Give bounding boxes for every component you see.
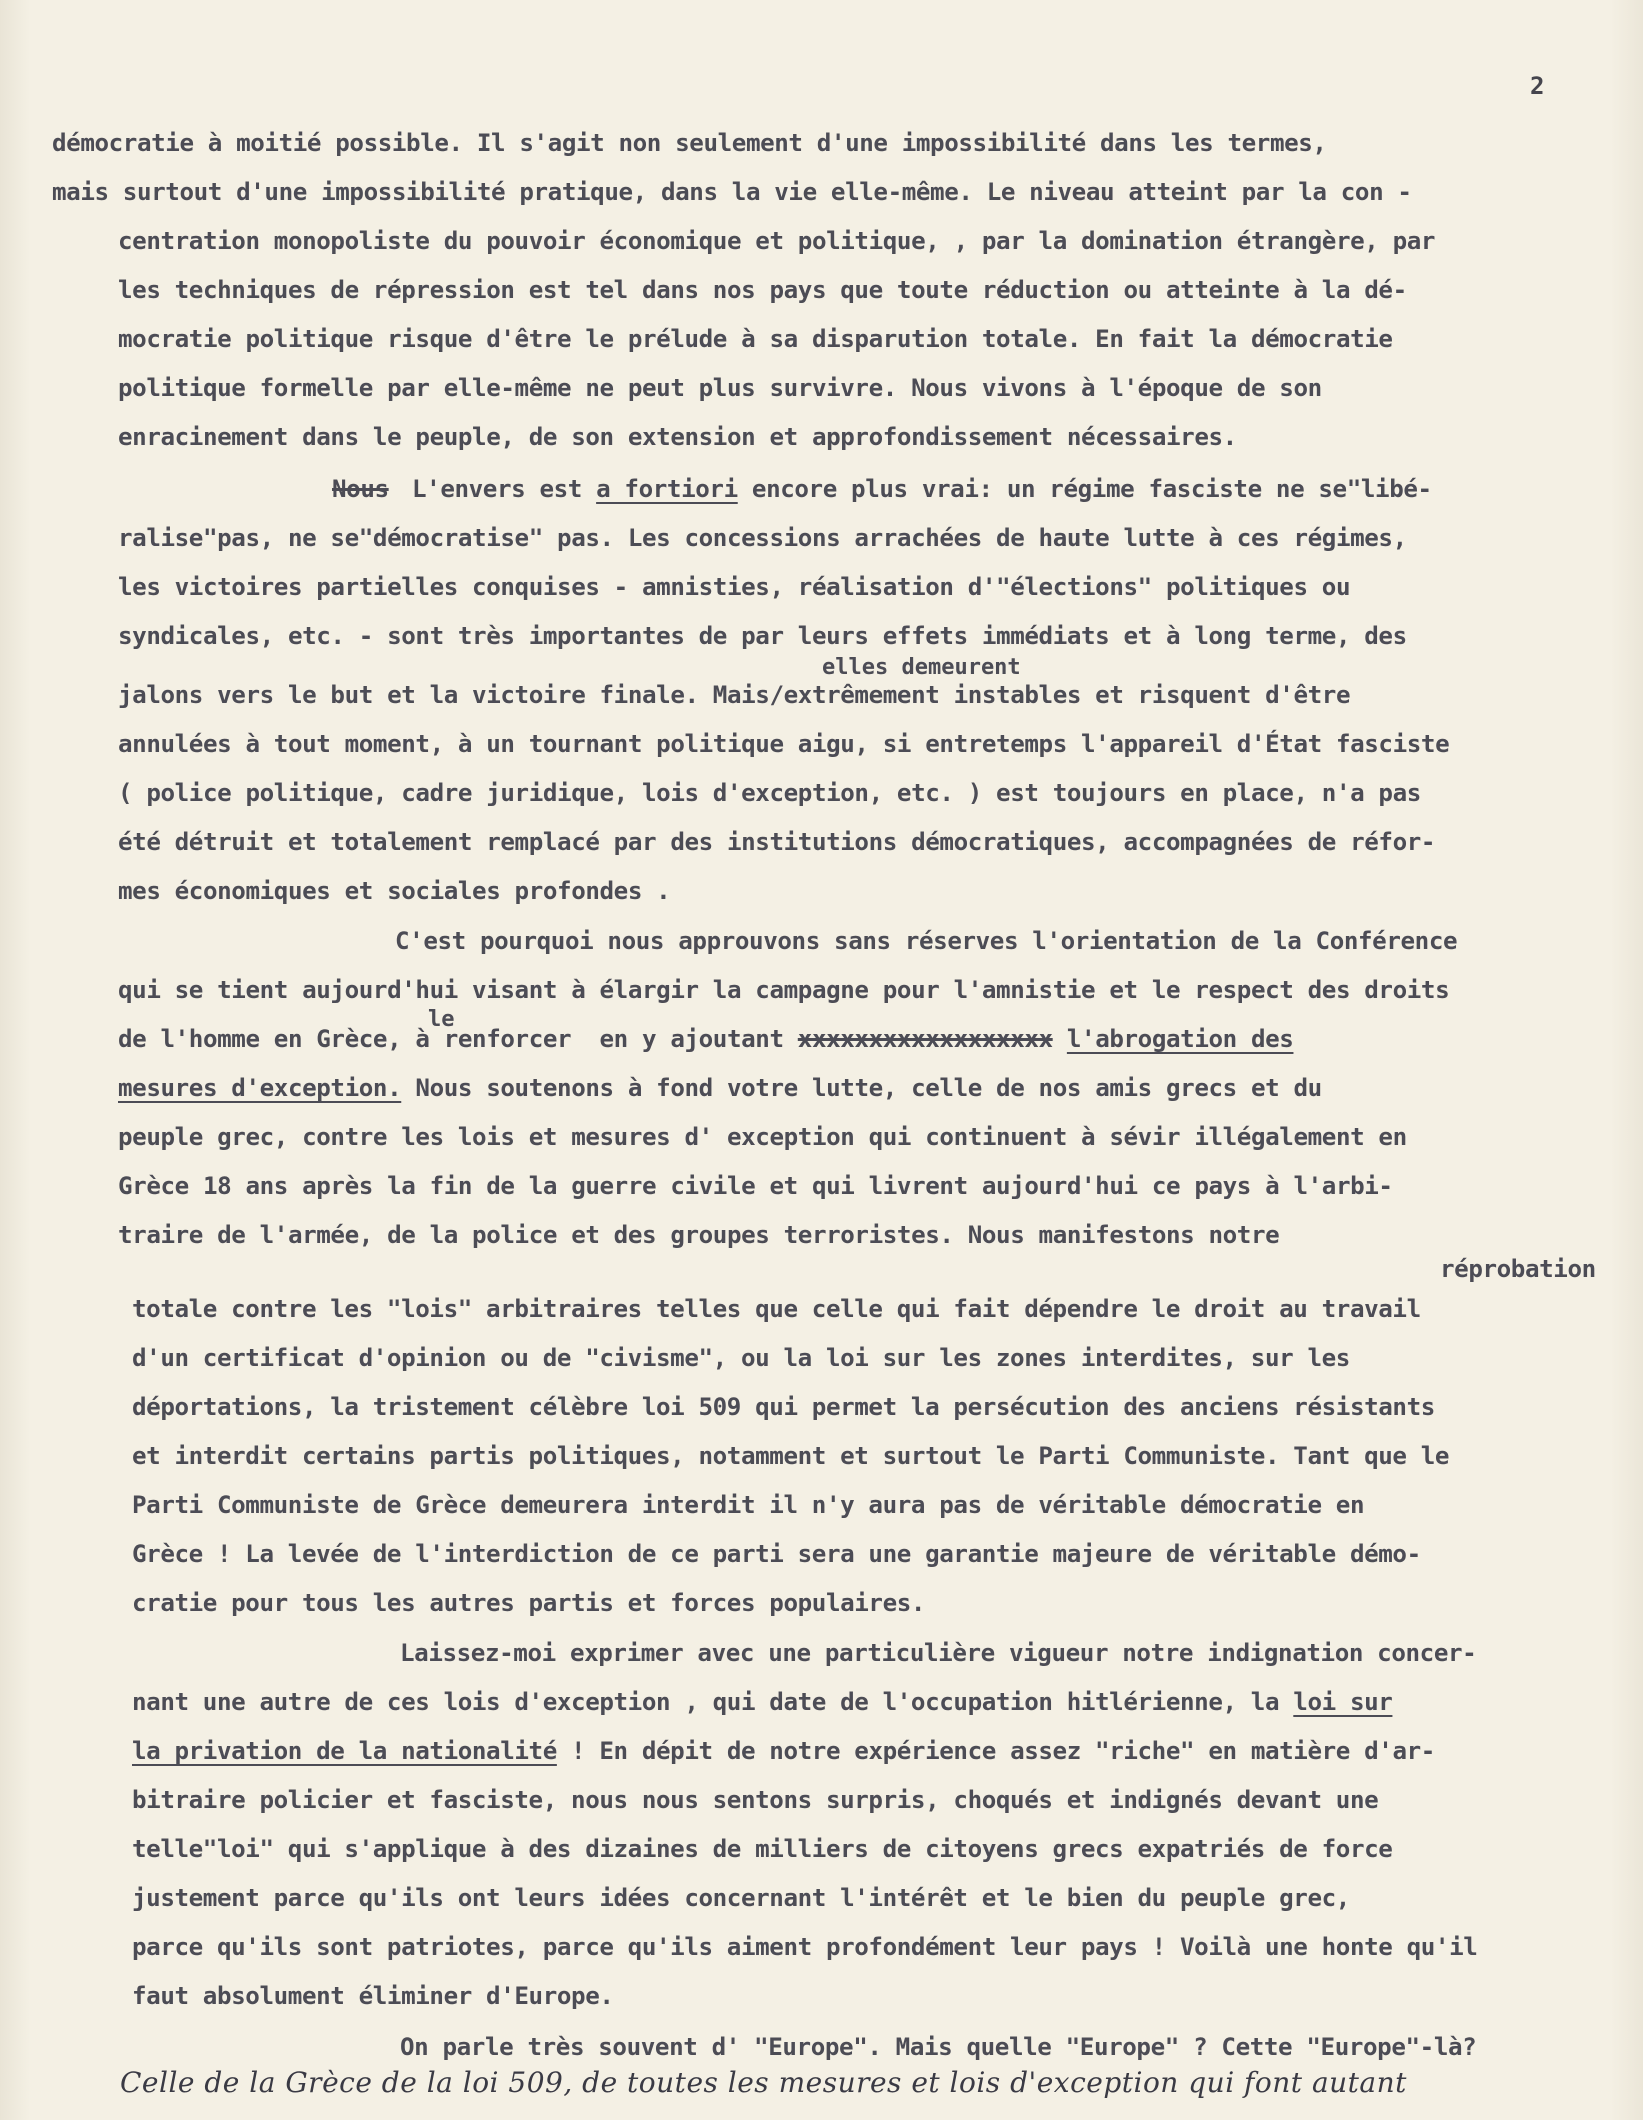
- text-line: mais surtout d'une impossibilité pratique, dans la vie elle-même. Le niveau atteint par la con -: [52, 178, 1412, 206]
- text-fragment: nant une autre de ces lois d'exception , qui date de l'occupation hitlérienne, la: [132, 1688, 1294, 1716]
- text-line: Grèce 18 ans après la fin de la guerre civile et qui livrent aujourd'hui ce pays à l'arbi-: [118, 1172, 1393, 1200]
- text-line: telle"loi" qui s'applique à des dizaines de milliers de citoyens grecs expatriés de force: [132, 1835, 1393, 1863]
- underlined-phrase: l'abrogation des: [1066, 1025, 1294, 1053]
- text-line: les techniques de répression est tel dans nos pays que toute réduction ou atteinte à la dé-: [118, 276, 1407, 304]
- text-fragment: ! En dépit de notre expérience assez "riche" en matière d'ar-: [556, 1737, 1435, 1765]
- text-line: ( police politique, cadre juridique, lois d'exception, etc. ) est toujours en place, n'a pas: [118, 779, 1421, 807]
- text-fragment: Nous soutenons à fond votre lutte, celle de nos amis grecs et du: [401, 1074, 1322, 1102]
- text-line: On parle très souvent d' "Europe". Mais quelle "Europe" ? Cette "Europe"-là?: [400, 2033, 1477, 2061]
- text-line: [412, 474, 1432, 504]
- text-line: Grèce ! La levée de l'interdiction de ce parti sera une garantie majeure de véritable démo-: [132, 1540, 1421, 1568]
- text-line: syndicales, etc. - sont très importantes de par leurs effets immédiats et à long terme, des: [118, 622, 1407, 650]
- text-line: politique formelle par elle-même ne peut plus survivre. Nous vivons à l'époque de son: [118, 374, 1322, 402]
- text-line: [118, 1073, 1322, 1103]
- underlined-phrase: loi sur: [1293, 1688, 1393, 1716]
- text-line: cratie pour tous les autres partis et forces populaires.: [132, 1589, 926, 1617]
- text-line: les victoires partielles conquises - amnisties, réalisation d'"élections" politiques ou: [118, 573, 1351, 601]
- typed-insertion: le: [428, 1007, 455, 1032]
- text-line: d'un certificat d'opinion ou de "civisme", ou la loi sur les zones interdites, sur les: [132, 1344, 1350, 1372]
- text-line: mocratie politique risque d'être le prélude à sa disparution totale. En fait la démocratie: [118, 325, 1393, 353]
- text-line: et interdit certains partis politiques, notamment et surtout le Parti Communiste. Tant que le: [132, 1442, 1450, 1470]
- text-line: ralise"pas, ne se"démocratise" pas. Les concessions arrachées de haute lutte à ces régimes,: [118, 524, 1407, 552]
- handwritten-note: Celle de la Grèce de la loi 509, de toutes les mesures et lois d'exception qui font autant: [120, 2066, 1407, 2099]
- text-line: Laissez-moi exprimer avec une particulière vigueur notre indignation concer-: [400, 1639, 1477, 1667]
- text-line: jalons vers le but et la victoire finale. Mais/extrêmement instables et risquent d'être: [118, 681, 1351, 709]
- underlined-phrase: la privation de la nationalité: [132, 1737, 557, 1765]
- struck-text: xxxxxxxxxxxxxxxxxx: [797, 1025, 1053, 1053]
- text-line: C'est pourquoi nous approuvons sans réserves l'orientation de la Conférence: [395, 927, 1458, 955]
- text-line: qui se tient aujourd'hui visant à élargir la campagne pour l'amnistie et le respect des droits: [118, 976, 1450, 1004]
- text-line: été détruit et totalement remplacé par des institutions démocratiques, accompagnées de réfor-: [118, 828, 1436, 856]
- text-line: [118, 1024, 1293, 1054]
- text-line: bitraire policier et fasciste, nous nous sentons surpris, choqués et indignés devant une: [132, 1786, 1379, 1814]
- text-line: parce qu'ils sont patriotes, parce qu'ils aiment profondément leur pays ! Voilà une honte qu'il: [132, 1933, 1478, 1961]
- text-line: démocratie à moitié possible. Il s'agit non seulement d'une impossibilité dans les termes,: [52, 129, 1327, 157]
- underlined-phrase: mesures d'exception.: [118, 1074, 402, 1102]
- text-line: [132, 1687, 1392, 1717]
- text-line: Parti Communiste de Grèce demeurera interdit il n'y aura pas de véritable démocratie en: [132, 1491, 1365, 1519]
- text-fragment: de l'homme en Grèce, à renforcer en y ajoutant: [118, 1025, 798, 1053]
- struck-word: Nous: [332, 475, 389, 503]
- text-line: [132, 1736, 1435, 1766]
- text-line: totale contre les "lois" arbitraires telles que celle qui fait dépendre le droit au travail: [132, 1295, 1421, 1323]
- text-line: traire de l'armée, de la police et des groupes terroristes. Nous manifestons notre: [118, 1221, 1280, 1249]
- text-line: faut absolument éliminer d'Europe.: [132, 1982, 614, 2010]
- text-fragment: encore plus vrai: un régime fasciste ne se"libé-: [751, 475, 1432, 503]
- text-fragment: L'envers est: [412, 475, 597, 503]
- page-number: 2: [1530, 72, 1545, 100]
- text-line: déportations, la tristement célèbre loi 509 qui permet la persécution des anciens résistants: [132, 1393, 1435, 1421]
- text-line: réprobation: [1440, 1255, 1596, 1283]
- underlined-phrase: a fortiori: [596, 475, 738, 503]
- text-line: annulées à tout moment, à un tournant politique aigu, si entretemps l'appareil d'État fasciste: [118, 730, 1450, 758]
- text-line: peuple grec, contre les lois et mesures d' exception qui continuent à sévir illégalement en: [118, 1123, 1407, 1151]
- text-line: enracinement dans le peuple, de son extension et approfondissement nécessaires.: [118, 423, 1237, 451]
- typed-insertion: elles demeurent: [822, 655, 1021, 680]
- text-line: justement parce qu'ils ont leurs idées concernant l'intérêt et le bien du peuple grec,: [132, 1884, 1350, 1912]
- text-line: centration monopoliste du pouvoir économique et politique, , par la domination étrangère, par: [118, 227, 1436, 255]
- text-line: mes économiques et sociales profondes .: [118, 877, 671, 905]
